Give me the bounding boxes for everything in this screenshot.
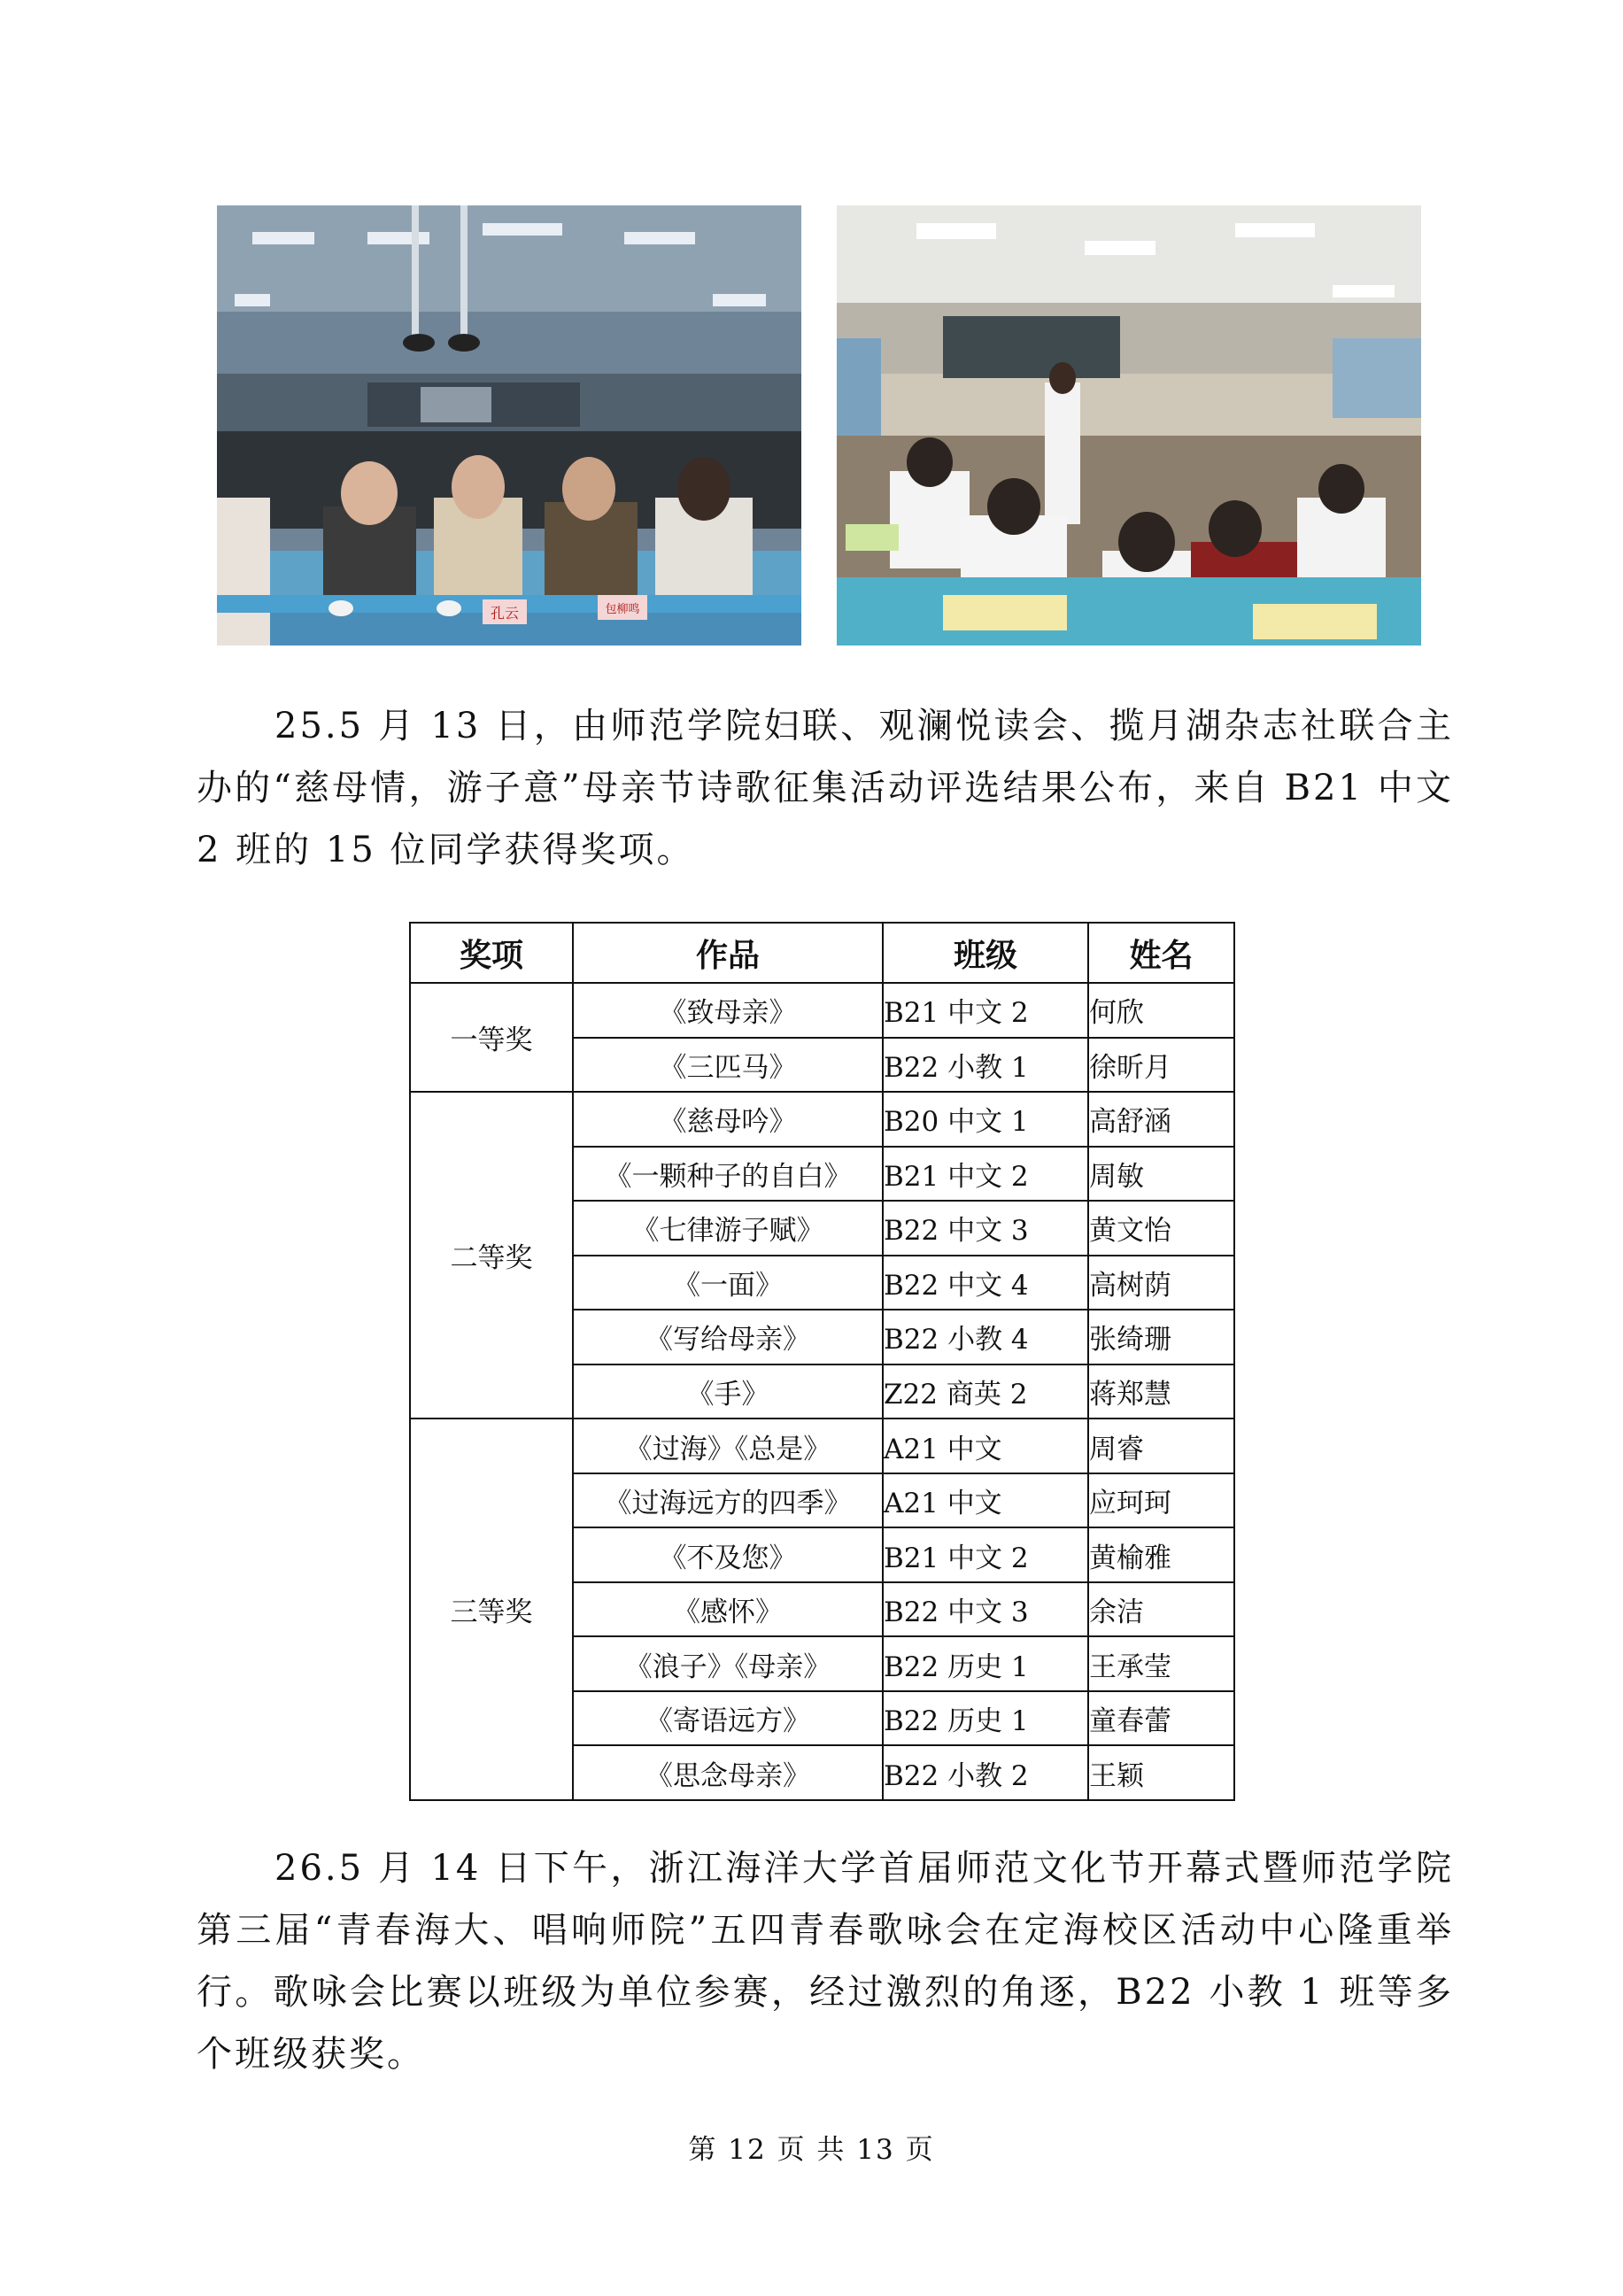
class-cell: B20 中文 1 [883, 1092, 1088, 1147]
work-title-cell: 《慈母吟》 [573, 1092, 883, 1147]
work-title-cell: 《不及您》 [573, 1527, 883, 1582]
class-cell: B21 中文 2 [883, 1147, 1088, 1202]
table-row [410, 983, 1234, 1038]
class-cell: B22 小教 1 [883, 1038, 1088, 1093]
class-cell: B21 中文 2 [883, 983, 1088, 1038]
work-title-cell: 《过海远方的四季》 [573, 1473, 883, 1528]
work-title-cell: 《浪子》《母亲》 [573, 1636, 883, 1691]
header-name: 姓名 [1088, 923, 1234, 983]
work-title-cell: 《感怀》 [573, 1582, 883, 1637]
student-name-cell: 蒋郑慧 [1088, 1364, 1234, 1419]
nameplate-1: 孔云 [490, 605, 520, 622]
header-work: 作品 [573, 923, 883, 983]
paragraph-26-text: 26.5 月 14 日下午，浙江海洋大学首届师范文化节开幕式暨师范学院第三届“青春海大、唱响师院”五四青春歌咏会在定海校区活动中心隆重举行。歌咏会比赛以班级为单位参赛，经过激烈的角逐，B22 小教 1 班等多个班级获奖。 [197, 1848, 1454, 2075]
class-cell: B22 历史 1 [883, 1636, 1088, 1691]
work-title-cell: 《致母亲》 [573, 983, 883, 1038]
class-cell: B22 中文 3 [883, 1201, 1088, 1256]
student-name-cell: 高舒涵 [1088, 1092, 1234, 1147]
work-title-cell: 《思念母亲》 [573, 1745, 883, 1800]
work-title-cell: 《过海》《总是》 [573, 1419, 883, 1473]
work-title-cell: 《寄语远方》 [573, 1691, 883, 1746]
student-name-cell: 黄榆雅 [1088, 1527, 1234, 1582]
class-cell: B22 小教 4 [883, 1310, 1088, 1364]
awards-table [409, 922, 1235, 1801]
award-level-cell: 一等奖 [410, 983, 573, 1092]
header-class: 班级 [883, 923, 1088, 983]
work-title-cell: 《七律游子赋》 [573, 1201, 883, 1256]
student-name-cell: 徐昕月 [1088, 1038, 1234, 1093]
table-row [410, 1092, 1234, 1147]
award-level-cell: 二等奖 [410, 1092, 573, 1419]
judges-photo-illustration [217, 205, 801, 646]
page-footer: 第 12 页 共 13 页 [688, 2134, 935, 2166]
table-header-row [410, 923, 1234, 983]
nameplate-2: 包柳鸣 [605, 603, 640, 616]
work-title-cell: 《一颗种子的自白》 [573, 1147, 883, 1202]
work-title-cell: 《一面》 [573, 1256, 883, 1310]
work-title-cell: 《三匹马》 [573, 1038, 883, 1093]
photo-classroom [837, 205, 1421, 646]
student-name-cell: 余洁 [1088, 1582, 1234, 1637]
awards-table-body [410, 983, 1234, 1800]
class-cell: B22 历史 1 [883, 1691, 1088, 1746]
student-name-cell: 王颖 [1088, 1745, 1234, 1800]
class-cell: A21 中文 [883, 1419, 1088, 1473]
paragraph-25 [197, 695, 1454, 881]
student-name-cell: 童春蕾 [1088, 1691, 1234, 1746]
table-row [410, 1419, 1234, 1473]
award-level-cell: 三等奖 [410, 1419, 573, 1800]
class-cell: Z22 商英 2 [883, 1364, 1088, 1419]
student-name-cell: 高树荫 [1088, 1256, 1234, 1310]
class-cell: B21 中文 2 [883, 1527, 1088, 1582]
student-name-cell: 周睿 [1088, 1419, 1234, 1473]
class-cell: B22 小教 2 [883, 1745, 1088, 1800]
student-name-cell: 张绮珊 [1088, 1310, 1234, 1364]
header-award: 奖项 [410, 923, 573, 983]
class-cell: B22 中文 4 [883, 1256, 1088, 1310]
work-title-cell: 《手》 [573, 1364, 883, 1419]
student-name-cell: 周敏 [1088, 1147, 1234, 1202]
student-name-cell: 何欣 [1088, 983, 1234, 1038]
student-name-cell: 应珂珂 [1088, 1473, 1234, 1528]
class-cell: B22 中文 3 [883, 1582, 1088, 1637]
student-name-cell: 王承莹 [1088, 1636, 1234, 1691]
class-cell: A21 中文 [883, 1473, 1088, 1528]
work-title-cell: 《写给母亲》 [573, 1310, 883, 1364]
paragraph-26 [197, 1837, 1454, 2085]
photo-judges-panel [217, 205, 801, 646]
student-name-cell: 黄文怡 [1088, 1201, 1234, 1256]
classroom-photo-illustration [837, 205, 1421, 646]
paragraph-25-text: 25.5 月 13 日，由师范学院妇联、观澜悦读会、揽月湖杂志社联合主办的“慈母情，游子意”母亲节诗歌征集活动评选结果公布，来自 B21 中文 2 班的 15 位同学获得奖项。 [197, 706, 1454, 870]
